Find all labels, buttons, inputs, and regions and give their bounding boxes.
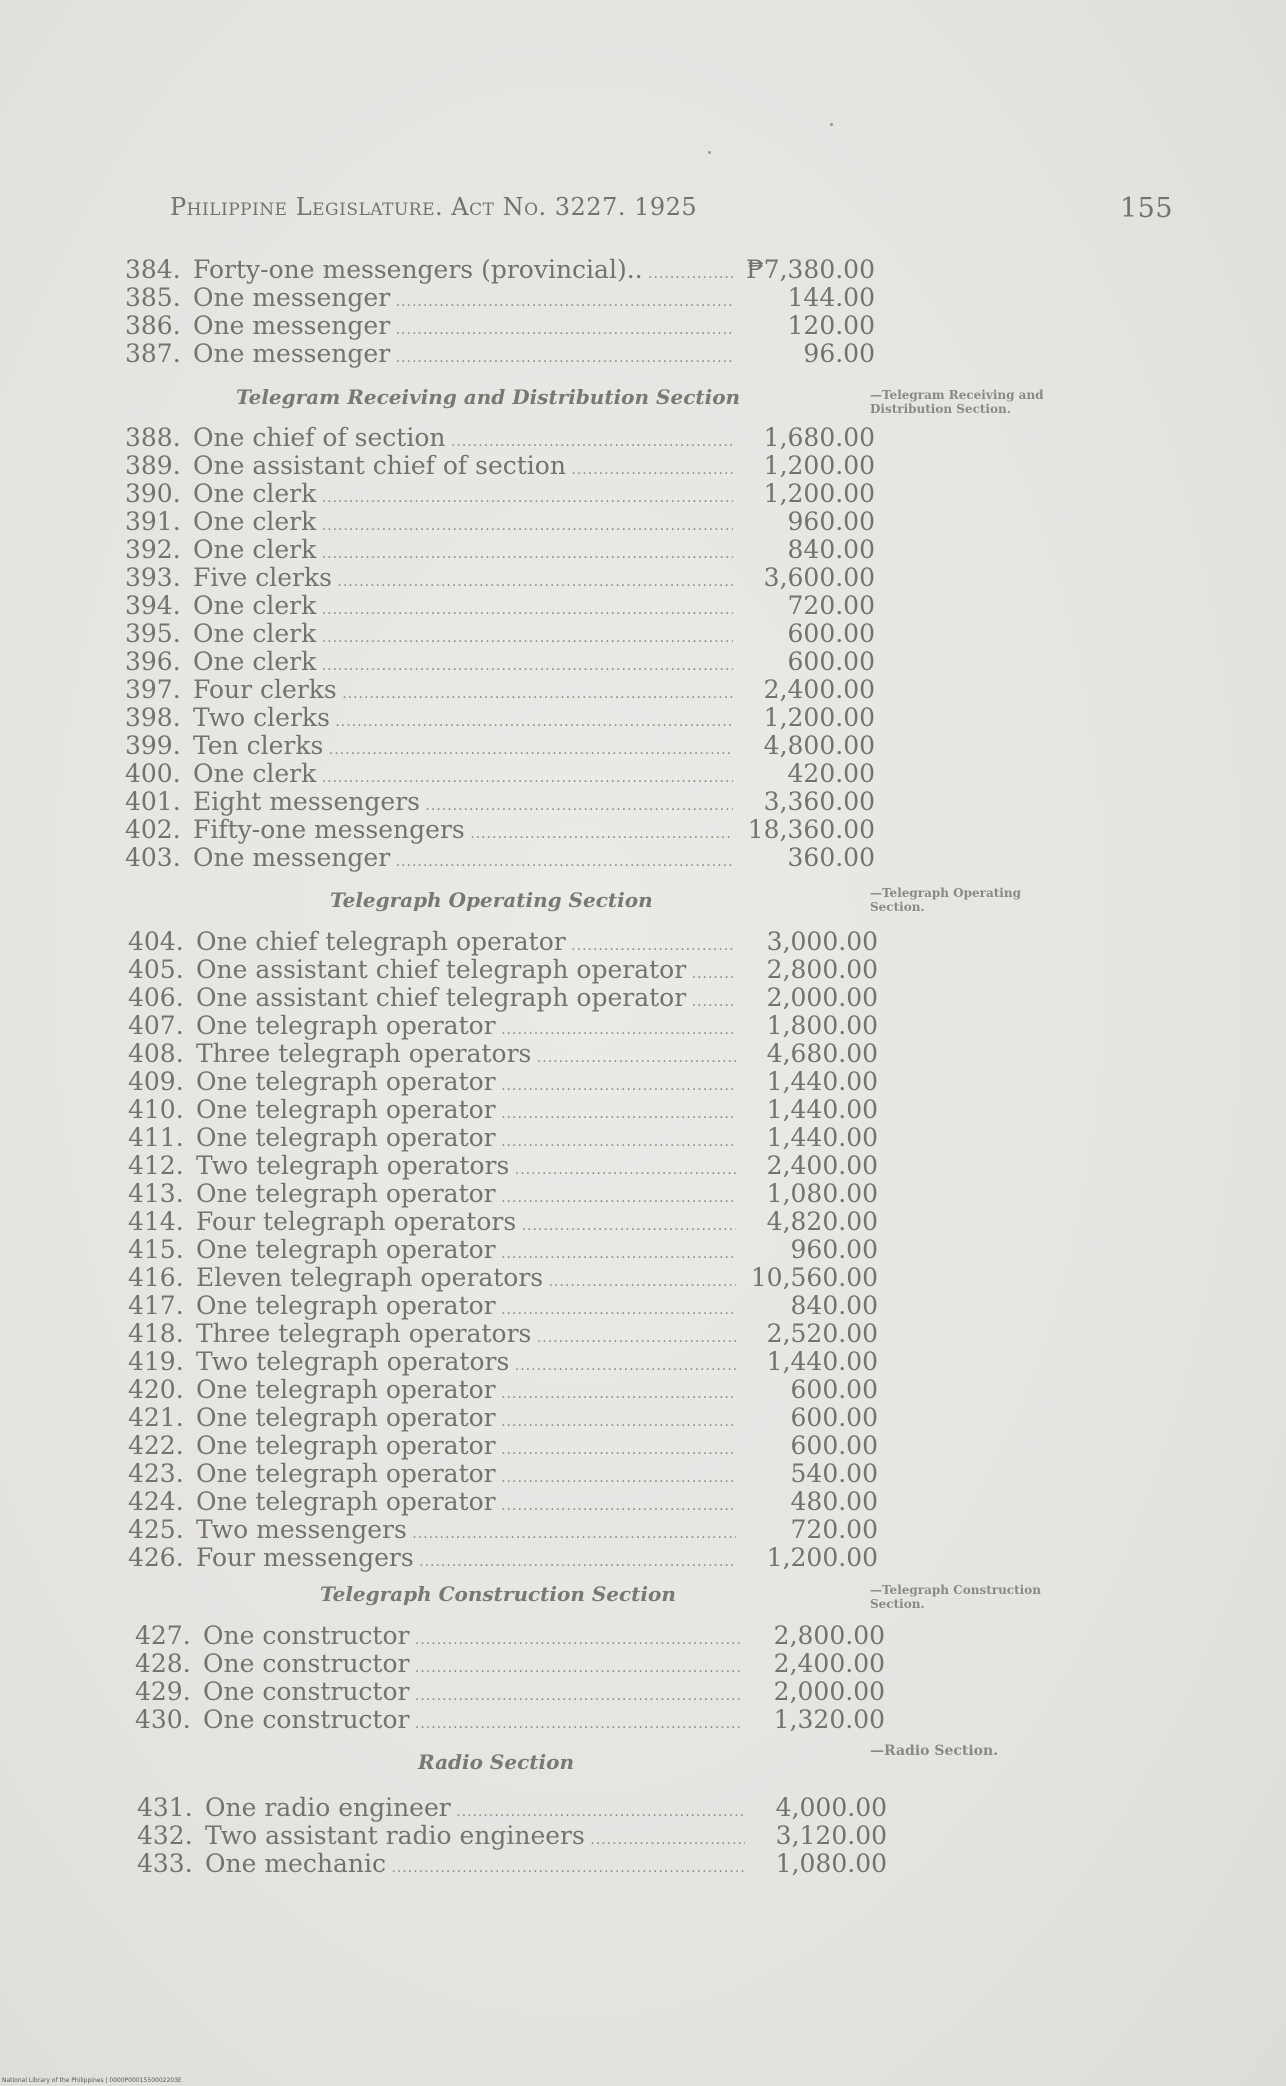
item-amount: 2,800.00: [766, 955, 878, 984]
list-item: [128, 1068, 878, 1096]
group-384-387: [125, 256, 875, 368]
item-number: 398.: [125, 703, 181, 732]
item-description: One messenger .....: [193, 844, 733, 876]
item-amount: 1,080.00: [775, 1849, 887, 1878]
item-number: 397.: [125, 675, 181, 704]
list-item: [125, 676, 875, 704]
list-item: [128, 1320, 878, 1348]
item-number: 421.: [128, 1403, 184, 1432]
item-amount: 600.00: [787, 619, 875, 648]
item-amount: 3,120.00: [775, 1821, 887, 1850]
item-description: One chief of section .....: [193, 424, 733, 456]
list-item: [125, 256, 875, 284]
item-amount: 2,520.00: [766, 1319, 878, 1348]
item-number: 413.: [128, 1179, 184, 1208]
item-amount: 360.00: [787, 843, 875, 872]
list-item: [128, 1488, 878, 1516]
list-item: [125, 424, 875, 452]
item-amount: 1,200.00: [763, 479, 875, 508]
item-number: 431.: [137, 1793, 193, 1822]
item-amount: 1,440.00: [766, 1067, 878, 1096]
item-amount: 1,320.00: [773, 1705, 885, 1734]
section-title-receiving: Telegram Receiving and Distribution Section: [236, 385, 741, 409]
item-amount: 720.00: [787, 591, 875, 620]
item-amount: 600.00: [790, 1431, 878, 1460]
item-description: One telegraph operator .....: [196, 1068, 736, 1100]
list-item: [128, 1180, 878, 1208]
list-item: [125, 312, 875, 340]
list-item: [125, 564, 875, 592]
item-amount: 3,000.00: [766, 927, 878, 956]
list-item: [135, 1650, 885, 1678]
item-description: Three telegraph operators .....: [196, 1040, 736, 1072]
list-item: [128, 1236, 878, 1264]
margin-note-receiving: —Telegram Receiving and Distribution Section.: [870, 388, 1044, 416]
item-description: One messenger .....: [193, 312, 733, 344]
item-amount: 1,800.00: [766, 1011, 878, 1040]
item-amount: 3,600.00: [763, 563, 875, 592]
list-item: [135, 1678, 885, 1706]
item-number: 396.: [125, 647, 181, 676]
item-number: 384.: [125, 255, 181, 284]
list-item: [128, 1404, 878, 1432]
group-receiving: [125, 424, 875, 872]
item-amount: 720.00: [790, 1515, 878, 1544]
item-amount: 4,000.00: [775, 1793, 887, 1822]
item-amount: 1,200.00: [763, 703, 875, 732]
item-amount: 540.00: [790, 1459, 878, 1488]
item-amount: 2,400.00: [763, 675, 875, 704]
item-description: One clerk .....: [193, 648, 733, 680]
item-amount: 2,800.00: [773, 1621, 885, 1650]
item-number: 385.: [125, 283, 181, 312]
item-amount: 120.00: [787, 311, 875, 340]
item-number: 409.: [128, 1067, 184, 1096]
item-number: 414.: [128, 1207, 184, 1236]
item-description: Two messengers .....: [196, 1516, 736, 1548]
item-description: Eleven telegraph operators .....: [196, 1264, 736, 1296]
item-number: 404.: [128, 927, 184, 956]
item-description: One clerk .....: [193, 592, 733, 624]
item-number: 394.: [125, 591, 181, 620]
margin-note-construction: —Telegraph Construction Section.: [870, 1583, 1041, 1611]
item-description: Four telegraph operators .....: [196, 1208, 736, 1240]
item-description: One clerk .....: [193, 508, 733, 540]
item-amount: 1,680.00: [763, 423, 875, 452]
item-description: One telegraph operator .....: [196, 1376, 736, 1408]
list-item: [125, 340, 875, 368]
list-item: [125, 620, 875, 648]
item-description: Four messengers .....: [196, 1544, 736, 1576]
item-description: One constructor .....: [203, 1622, 743, 1654]
item-amount: 1,440.00: [766, 1123, 878, 1152]
item-number: 400.: [125, 759, 181, 788]
item-description: Eight messengers .....: [193, 788, 733, 820]
item-number: 386.: [125, 311, 181, 340]
item-amount: 1,080.00: [766, 1179, 878, 1208]
item-amount: 4,680.00: [766, 1039, 878, 1068]
item-number: 428.: [135, 1649, 191, 1678]
item-number: 416.: [128, 1263, 184, 1292]
item-description: One constructor .....: [203, 1706, 743, 1738]
item-description: Three telegraph operators .....: [196, 1320, 736, 1352]
item-number: 411.: [128, 1123, 184, 1152]
list-item: [128, 1292, 878, 1320]
item-number: 422.: [128, 1431, 184, 1460]
item-number: 430.: [135, 1705, 191, 1734]
item-number: 419.: [128, 1347, 184, 1376]
item-amount: 1,440.00: [766, 1347, 878, 1376]
item-amount: 2,000.00: [766, 983, 878, 1012]
item-number: 401.: [125, 787, 181, 816]
item-amount: ₱7,380.00: [746, 255, 875, 284]
item-description: One messenger .....: [193, 340, 733, 372]
item-description: Forty-one messengers (provincial).. .....: [193, 256, 733, 288]
item-description: Two assistant radio engineers .....: [205, 1822, 745, 1854]
item-number: 418.: [128, 1319, 184, 1348]
item-amount: 18,360.00: [747, 815, 875, 844]
item-number: 407.: [128, 1011, 184, 1040]
item-number: 403.: [125, 843, 181, 872]
item-description: One clerk .....: [193, 760, 733, 792]
list-item: [128, 1460, 878, 1488]
list-item: [125, 788, 875, 816]
item-number: 425.: [128, 1515, 184, 1544]
running-title: Philippine Legislature. Act No. 3227. 1925: [170, 193, 698, 221]
item-description: Ten clerks .....: [193, 732, 733, 764]
item-number: 420.: [128, 1375, 184, 1404]
item-description: One mechanic .....: [205, 1850, 745, 1882]
page-number: 155: [1120, 193, 1174, 224]
item-number: 393.: [125, 563, 181, 592]
speck: [830, 123, 833, 126]
item-number: 387.: [125, 339, 181, 368]
list-item: [128, 1264, 878, 1292]
item-number: 410.: [128, 1095, 184, 1124]
item-description: One telegraph operator .....: [196, 1460, 736, 1492]
list-item: [128, 1208, 878, 1236]
item-description: One clerk .....: [193, 620, 733, 652]
list-item: [137, 1794, 887, 1822]
item-amount: 1,440.00: [766, 1095, 878, 1124]
item-amount: 960.00: [790, 1235, 878, 1264]
item-description: One assistant chief telegraph operator .....: [196, 956, 736, 988]
item-number: 423.: [128, 1459, 184, 1488]
item-description: One telegraph operator .....: [196, 1124, 736, 1156]
item-number: 432.: [137, 1821, 193, 1850]
item-description: Two telegraph operators .....: [196, 1152, 736, 1184]
item-amount: 4,800.00: [763, 731, 875, 760]
list-item: [125, 704, 875, 732]
item-number: 424.: [128, 1487, 184, 1516]
item-number: 392.: [125, 535, 181, 564]
item-amount: 4,820.00: [766, 1207, 878, 1236]
item-description: One telegraph operator .....: [196, 1432, 736, 1464]
item-number: 389.: [125, 451, 181, 480]
item-number: 390.: [125, 479, 181, 508]
list-item: [128, 1376, 878, 1404]
item-number: 402.: [125, 815, 181, 844]
item-amount: 840.00: [790, 1291, 878, 1320]
list-item: [128, 1012, 878, 1040]
section-title-radio: Radio Section: [418, 1750, 574, 1774]
item-description: One messenger .....: [193, 284, 733, 316]
item-amount: 2,400.00: [766, 1151, 878, 1180]
item-number: 406.: [128, 983, 184, 1012]
item-number: 433.: [137, 1849, 193, 1878]
item-number: 405.: [128, 955, 184, 984]
list-item: [128, 1544, 878, 1572]
item-description: One telegraph operator .....: [196, 1180, 736, 1212]
item-amount: 3,360.00: [763, 787, 875, 816]
item-amount: 600.00: [787, 647, 875, 676]
item-number: 426.: [128, 1543, 184, 1572]
item-number: 427.: [135, 1621, 191, 1650]
footer-credit: National Library of the Philippines | 0000P0001550002203E: [2, 2077, 182, 2084]
list-item: [128, 1516, 878, 1544]
item-amount: 10,560.00: [750, 1263, 878, 1292]
list-item: [135, 1706, 885, 1734]
item-description: One telegraph operator .....: [196, 1292, 736, 1324]
item-number: 399.: [125, 731, 181, 760]
margin-note-radio: —Radio Section.: [870, 1743, 999, 1759]
margin-note-operating: —Telegraph Operating Section.: [870, 886, 1021, 914]
item-amount: 2,400.00: [773, 1649, 885, 1678]
list-item: [128, 1040, 878, 1068]
item-amount: 144.00: [787, 283, 875, 312]
item-description: One telegraph operator .....: [196, 1488, 736, 1520]
item-description: Two clerks .....: [193, 704, 733, 736]
item-description: One telegraph operator .....: [196, 1236, 736, 1268]
list-item: [125, 760, 875, 788]
list-item: [125, 816, 875, 844]
item-amount: 1,200.00: [763, 451, 875, 480]
list-item: [135, 1622, 885, 1650]
item-description: One telegraph operator .....: [196, 1404, 736, 1436]
list-item: [128, 1348, 878, 1376]
item-amount: 96.00: [803, 339, 875, 368]
list-item: [125, 592, 875, 620]
section-title-operating: Telegraph Operating Section: [330, 888, 653, 912]
list-item: [128, 1124, 878, 1152]
item-description: One chief telegraph operator .....: [196, 928, 736, 960]
item-description: One telegraph operator .....: [196, 1012, 736, 1044]
item-description: Two telegraph operators .....: [196, 1348, 736, 1380]
list-item: [125, 536, 875, 564]
item-number: 388.: [125, 423, 181, 452]
item-description: One constructor .....: [203, 1650, 743, 1682]
group-construction: [135, 1622, 885, 1734]
item-description: One clerk .....: [193, 480, 733, 512]
item-amount: 600.00: [790, 1375, 878, 1404]
item-number: 412.: [128, 1151, 184, 1180]
list-item: [128, 956, 878, 984]
list-item: [128, 928, 878, 956]
item-description: One radio engineer .....: [205, 1794, 745, 1826]
list-item: [128, 1152, 878, 1180]
item-amount: 480.00: [790, 1487, 878, 1516]
item-number: 391.: [125, 507, 181, 536]
item-description: One constructor .....: [203, 1678, 743, 1710]
list-item: [128, 1432, 878, 1460]
item-amount: 1,200.00: [766, 1543, 878, 1572]
list-item: [137, 1822, 887, 1850]
group-radio: [137, 1794, 887, 1878]
item-number: 429.: [135, 1677, 191, 1706]
item-number: 395.: [125, 619, 181, 648]
list-item: [137, 1850, 887, 1878]
group-operating: [128, 928, 878, 1572]
list-item: [125, 508, 875, 536]
list-item: [125, 480, 875, 508]
item-description: One assistant chief telegraph operator .....: [196, 984, 736, 1016]
list-item: [125, 284, 875, 312]
item-description: One assistant chief of section .....: [193, 452, 733, 484]
item-description: One clerk .....: [193, 536, 733, 568]
item-number: 417.: [128, 1291, 184, 1320]
item-amount: 420.00: [787, 759, 875, 788]
item-amount: 960.00: [787, 507, 875, 536]
section-title-construction: Telegraph Construction Section: [320, 1582, 676, 1606]
list-item: [125, 732, 875, 760]
list-item: [125, 452, 875, 480]
item-number: 408.: [128, 1039, 184, 1068]
item-amount: 840.00: [787, 535, 875, 564]
list-item: [125, 648, 875, 676]
item-amount: 2,000.00: [773, 1677, 885, 1706]
item-description: Fifty-one messengers .....: [193, 816, 733, 848]
speck: [708, 151, 711, 154]
list-item: [128, 984, 878, 1012]
item-description: One telegraph operator .....: [196, 1096, 736, 1128]
item-amount: 600.00: [790, 1403, 878, 1432]
item-description: Five clerks .....: [193, 564, 733, 596]
page-header: [170, 193, 1174, 233]
item-number: 415.: [128, 1235, 184, 1264]
item-description: Four clerks .....: [193, 676, 733, 708]
list-item: [128, 1096, 878, 1124]
list-item: [125, 844, 875, 872]
